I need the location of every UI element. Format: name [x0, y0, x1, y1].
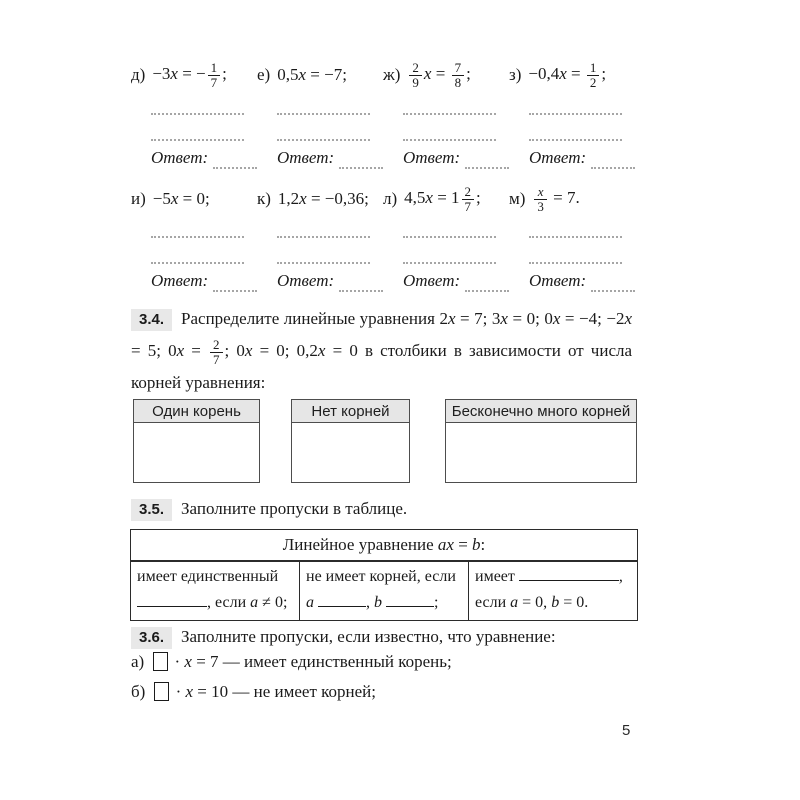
- item-label: б): [131, 682, 146, 701]
- answer-line: [151, 271, 257, 292]
- fraction: $\frac{7}{8}$: [452, 61, 465, 89]
- math-variable: x: [500, 309, 508, 328]
- math-variable: x: [298, 65, 307, 84]
- answer-dotted-line: [465, 157, 509, 169]
- work-dotted-line: [151, 262, 244, 264]
- task-3-4-text: Распределите линейные уравнения 2x = 7; 3x = 0; 0x = −4; −2x = 5; 0x = $\frac{2}{7}$ ; 0x = 0; 0,2x = 0 в столбики в зависимости от числа корней уравнения:: [131, 309, 633, 392]
- answer-line: [151, 148, 257, 169]
- equation-grid-row2: [131, 172, 635, 292]
- work-dotted-line: [151, 113, 244, 115]
- work-dotted-line: [529, 113, 622, 115]
- column-box-header: Один корень: [134, 400, 259, 423]
- item-label: а): [131, 652, 145, 671]
- math-variable: ax: [437, 535, 454, 554]
- equation-column: [131, 40, 257, 169]
- table-cell-no-roots: не имеет корней, если a , b ;: [300, 561, 469, 621]
- table-cell-infinite-roots: имеет , если a = 0, b = 0.: [469, 561, 638, 621]
- work-dotted-line: [403, 139, 496, 141]
- task-3-5-title: Заполните пропуски в таблице.: [181, 499, 408, 518]
- answer-dotted-line: [465, 280, 509, 292]
- work-dotted-line: [403, 236, 496, 238]
- equation-column: [131, 172, 257, 292]
- answer-label: Ответ:: [529, 148, 587, 167]
- fraction: $\frac{x}{3}$: [534, 185, 547, 213]
- math-variable: x: [170, 189, 179, 208]
- equation-label: к): [257, 189, 271, 208]
- equation-math: −3x = − $\frac{1}{7}$ ;: [152, 59, 227, 90]
- equation-line: [383, 40, 509, 110]
- work-dotted-line: [277, 236, 370, 238]
- equation-label: е): [257, 65, 271, 84]
- answer-dotted-line: [213, 280, 257, 292]
- blank-line: [137, 605, 207, 607]
- equation-label: ж): [383, 65, 401, 84]
- answer-label: Ответ:: [277, 271, 335, 290]
- answer-label: Ответ:: [403, 271, 461, 290]
- math-variable: b: [551, 594, 560, 611]
- equation-line: [131, 40, 257, 110]
- equation-line: [509, 40, 635, 110]
- task-number-badge-3-5: 3.5.: [131, 499, 172, 521]
- answer-dotted-line: [213, 157, 257, 169]
- task-item-b: [131, 682, 376, 702]
- answer-dotted-line: [591, 280, 635, 292]
- task-item-a: [131, 652, 452, 672]
- linear-equation-table: [130, 529, 638, 621]
- answer-line: [529, 271, 635, 292]
- math-variable: x: [423, 63, 432, 83]
- math-variable: x: [184, 652, 192, 671]
- math-variable: x: [244, 341, 253, 360]
- empty-square-blank: [153, 652, 168, 671]
- work-dotted-line: [529, 139, 622, 141]
- answer-dotted-line: [591, 157, 635, 169]
- math-variable: x: [559, 63, 567, 83]
- math-variable: x: [185, 682, 194, 701]
- table-title: Линейное уравнение ax = b:: [131, 530, 638, 562]
- equation-label: м): [509, 189, 526, 208]
- math-variable: b: [374, 594, 382, 611]
- work-dotted-line: [151, 236, 244, 238]
- empty-square-blank: [154, 682, 169, 701]
- equation-math: $\frac{x}{3}$ = 7.: [532, 185, 579, 213]
- math-variable: x: [176, 341, 185, 360]
- work-dotted-line: [151, 139, 244, 141]
- equation-math: −5x = 0;: [152, 189, 210, 208]
- work-dotted-line: [403, 262, 496, 264]
- column-box-header: Бесконечно много корней: [446, 400, 636, 423]
- fraction: $\frac{2}{7}$: [462, 185, 475, 213]
- page-number: 5: [622, 722, 631, 739]
- work-dotted-line: [529, 262, 622, 264]
- math-variable: x: [299, 189, 307, 208]
- equation-line: [131, 172, 257, 226]
- work-dotted-line: [529, 236, 622, 238]
- fraction: $\frac{2}{7}$: [210, 338, 223, 366]
- equation-column: [509, 40, 635, 169]
- math-variable: b: [472, 535, 481, 554]
- math-variable: a: [250, 594, 259, 611]
- math-variable: x: [170, 63, 178, 83]
- equation-line: [257, 172, 383, 226]
- item-math: · x = 10 — не имеет корней;: [153, 682, 376, 701]
- answer-line: [277, 148, 383, 169]
- answer-label: Ответ:: [151, 148, 209, 167]
- equation-math: 0,5x = −7;: [277, 65, 347, 84]
- table-title-row: [131, 530, 638, 562]
- equation-math: $\frac{2}{9}$ x = $\frac{7}{8}$ ;: [407, 61, 470, 89]
- blank-line: [386, 605, 434, 607]
- math-variable: x: [425, 187, 433, 207]
- item-math: · x = 7 — имеет единственный корень;: [152, 652, 452, 671]
- answer-line: [277, 271, 383, 292]
- answer-label: Ответ:: [403, 148, 461, 167]
- column-box-one-root: [133, 399, 260, 483]
- equation-column: [383, 172, 509, 292]
- answer-line: [403, 271, 509, 292]
- task-3-6-heading: [131, 627, 556, 649]
- equation-math: 4,5x = 1 $\frac{2}{7}$ ;: [404, 183, 481, 214]
- answer-dotted-line: [339, 280, 383, 292]
- equation-grid-row1: [131, 40, 635, 169]
- equation-column: [383, 40, 509, 169]
- fraction: $\frac{1}{7}$: [208, 61, 221, 89]
- column-box-infinite-roots: [445, 399, 637, 483]
- fraction: $\frac{1}{2}$: [587, 61, 600, 89]
- answer-label: Ответ:: [151, 271, 209, 290]
- equation-math: 1,2x = −0,36;: [277, 189, 369, 208]
- column-box-header: Нет корней: [292, 400, 409, 423]
- answer-label: Ответ:: [277, 148, 335, 167]
- answer-line: [403, 148, 509, 169]
- equation-label: д): [131, 65, 146, 84]
- task-3-6-title: Заполните пропуски, если известно, что уравнение:: [181, 627, 556, 646]
- task-number-badge-3-6: 3.6.: [131, 627, 172, 649]
- equation-column: [509, 172, 635, 292]
- answer-dotted-line: [339, 157, 383, 169]
- equation-math: −0,4x = $\frac{1}{2}$ ;: [528, 59, 607, 90]
- task-number-badge-3-4: 3.4.: [131, 309, 172, 331]
- work-dotted-line: [277, 262, 370, 264]
- column-box-no-roots: [291, 399, 410, 483]
- work-dotted-line: [277, 113, 370, 115]
- equation-column: [257, 40, 383, 169]
- equation-column: [257, 172, 383, 292]
- task-3-5-heading: [131, 499, 407, 521]
- equation-line: [257, 40, 383, 110]
- work-dotted-line: [403, 113, 496, 115]
- work-dotted-line: [277, 139, 370, 141]
- equation-label: и): [131, 189, 146, 208]
- equation-label: л): [383, 189, 398, 208]
- answer-label: Ответ:: [529, 271, 587, 290]
- math-variable: a: [306, 594, 314, 611]
- math-variable: x: [552, 309, 561, 328]
- equation-line: [509, 172, 635, 226]
- math-variable: x: [317, 341, 326, 360]
- table-cell-unique-root: имеет единственный , если a ≠ 0;: [131, 561, 300, 621]
- fraction: $\frac{2}{9}$: [409, 61, 422, 89]
- equation-label: з): [509, 65, 522, 84]
- math-variable: a: [510, 594, 519, 611]
- task-3-4-paragraph: [131, 303, 632, 399]
- table-body-row: [131, 561, 638, 621]
- answer-line: [529, 148, 635, 169]
- blank-line: [318, 605, 366, 607]
- blank-line: [519, 579, 619, 581]
- math-variable: x: [624, 309, 632, 328]
- equation-line: [383, 172, 509, 226]
- math-variable: x: [447, 309, 456, 328]
